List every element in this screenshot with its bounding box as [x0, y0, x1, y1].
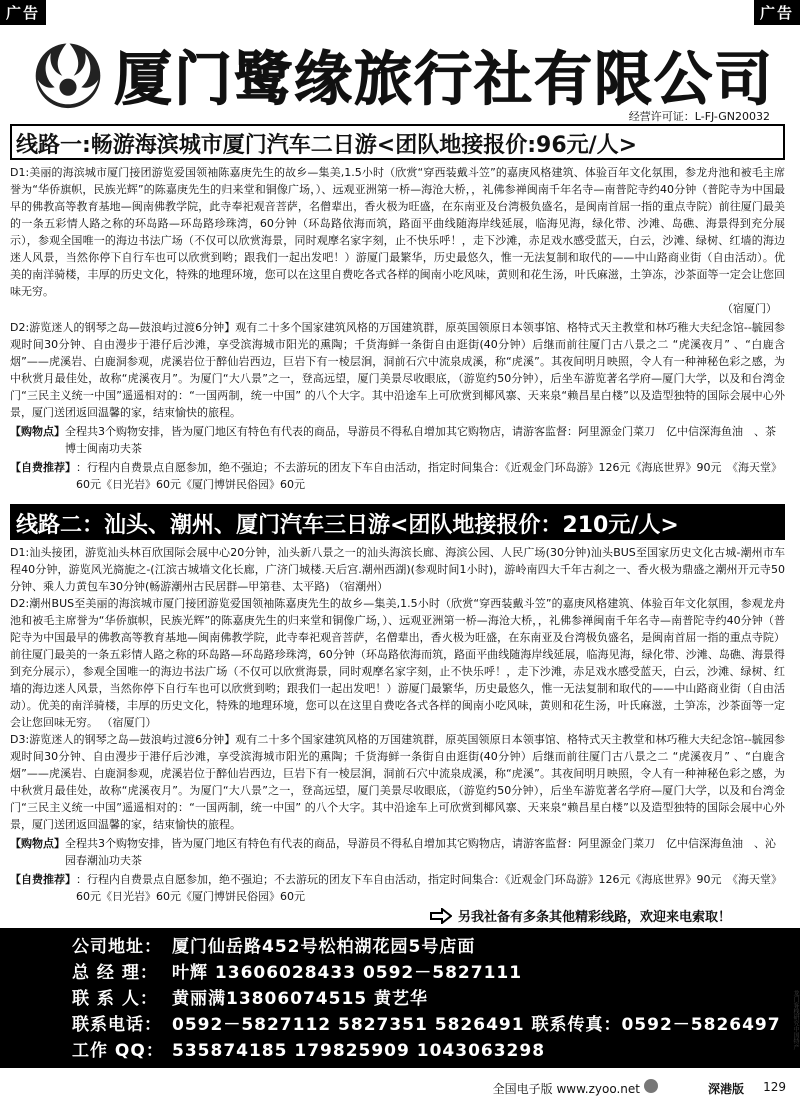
route2-day1 — [10, 544, 785, 595]
route2-optional-label: 【自费推荐】 — [10, 873, 76, 886]
company-name: 厦门鹭缘旅行社有限公司 — [114, 45, 775, 113]
arrow-right-icon — [430, 908, 452, 924]
contact-address-value: 厦门仙岳路452号松柏湖花园5号店面 — [172, 937, 476, 957]
more-routes-text: 另我社备有多条其他精彩线路，欢迎来电索取！ — [458, 910, 732, 925]
contact-person-value: 黄丽满13806074515 黄艺华 — [172, 989, 429, 1009]
page-footer — [0, 1076, 800, 1100]
contact-manager-value: 叶辉 13606028433 0592－5827111 — [172, 963, 523, 983]
route1-day1 — [10, 164, 785, 317]
contact-qq — [72, 1038, 800, 1064]
side-note: 龙门客栈研究中国特产 — [792, 990, 799, 1050]
contact-phone — [72, 1012, 800, 1038]
footer-badge-icon — [644, 1079, 658, 1093]
route1-itinerary — [10, 164, 785, 493]
contact-phone-value: 0592－5827112 5827351 5826491 联系传真：0592－5826497 — [172, 1015, 781, 1035]
ad-tag-right: 广告 — [754, 0, 800, 25]
contact-qq-label: 工作 QQ： — [72, 1041, 164, 1061]
route1-optional — [10, 459, 785, 493]
business-license: 经营许可证：L-FJ-GN20032 — [628, 110, 770, 123]
contact-manager — [72, 960, 800, 986]
route2-day2-stay: （宿厦门） — [101, 716, 157, 729]
route1-optional-text: ：行程内自费景点自愿参加，绝不强迫；不去游玩的团友下车自由活动，指定时间集合：《近观金门环岛游》126元《海底世界》90元 《海天堂》60元《日光岩》60元《厦门博饼民俗园》60元 — [76, 461, 782, 491]
route2-day2 — [10, 595, 785, 731]
route1-day2 — [10, 319, 785, 421]
route1-title-bar — [10, 124, 785, 160]
route2-day3 — [10, 731, 785, 833]
contact-panel — [0, 928, 800, 1068]
route2-day1-text: D1:汕头接团，游览汕头林百欣国际会展中心20分钟，汕头新八景之一的汕头海滨长廊、海滨公园、人民广场(30分钟)汕头BUS至国家历史文化古城-潮州市车程40分钟，游览风光旖旎之-(江滨古城墙文化长廊，广济门城楼.天后宫.潮州西湖)(参观时间1小时)，游岭南四大千年古刹之一、香火极为鼎盛之潮州开元寺50分钟、乘人力黄包车30分钟(畅游潮州古民居群—甲第巷、太平路) — [10, 546, 785, 593]
contact-qq-value: 535874185 179825909 1043063298 — [172, 1041, 546, 1061]
route1-day1-stay: （宿厦门） — [722, 302, 777, 315]
route1-shopping-label: 【购物点】 — [10, 425, 65, 438]
route1-title: 线路一:畅游海滨城市厦门汽车二日游<团队地接报价:96元/人> — [16, 133, 638, 158]
contact-manager-label: 总 经 理： — [72, 963, 158, 983]
ad-tag-left: 广告 — [0, 0, 46, 25]
route1-shopping-text: 全程共3个购物安排，皆为厦门地区有特色有代表的商品，导游员不得私自增加其它购物店，请游客监督：阿里源金门菜刀 亿中信深海鱼油 、茶博士闽南功夫茶 — [65, 425, 776, 455]
route1-shopping — [10, 423, 785, 457]
route2-itinerary — [10, 544, 785, 905]
route2-shopping-label: 【购物点】 — [10, 837, 65, 850]
footer-publication: 全国电子版 www.zyoo.net — [492, 1082, 640, 1096]
route2-shopping-text: 全程共3个购物安排，皆为厦门地区有特色有代表的商品，导游员不得私自增加其它购物店，请游客监督：阿里源金门菜刀 亿中信深海鱼油 、沁园春潮汕功夫茶 — [65, 837, 776, 867]
route2-day1-stay: （宿潮州） — [333, 580, 389, 593]
company-header — [30, 26, 780, 116]
route2-shopping — [10, 835, 785, 869]
route1-day1-text: D1:美丽的海滨城市厦门接团游览爱国领袖陈嘉庚先生的故乡—集美,1.5小时（欣赏“穿西装戴斗笠”的嘉庚风格建筑、体验百年文化氛围，参龙舟池和被毛主席誉为“华侨旗帜，民族光辉”的陈嘉庚先生的归来堂和铜像广场，）、远观亚洲第一桥—海沧大桥，，礼佛参禅闽南千年名寺—南普陀寺约40分钟（普陀寺为中国最早的佛教高等教育基地—闽南佛教学院，此寺奉祀观音菩萨，名僧辈出，香火极为旺盛，在东南亚及台湾极负盛名，是闽南首屈一指的重点寺院）前往厦门最美的一条五彩情人路之称的环岛路—环岛路珍珠湾，60分钟（环岛路依海而筑，路面平曲线随海岸线延展，临海见海，绿化带、沙滩、岛礁、海景得到充分展示），参观全国唯一的海边书法广场（不仅可以欣赏海景，同时观摩名家字刻，止不快乐呼！，走下沙滩，赤足戏水感受蓝天，白云，沙滩、绿树、红墙的海边迷人风景，当然你停下自行车也可以欣赏到哟；跟我们一起出发吧！）游厦门最繁华，历史最悠久，惟一无法复制和取代的——中山路商业街（自由活动）。优美的南洋骑楼，丰厚的历史文化，特殊的地理环境，您可以在这里自费吃各式各样的闽南小吃风味，黄则和花生汤，叶氏麻滋，土笋冻，沙茶面等一定会让您回味无穷。 — [10, 166, 785, 298]
footer-edition: 深港版 — [707, 1082, 744, 1096]
route2-title-bar — [10, 504, 785, 540]
contact-person-label: 联 系 人： — [72, 989, 158, 1009]
contact-address-label: 公司地址： — [72, 937, 162, 957]
footer-page-number: 129 — [763, 1080, 786, 1094]
route1-day2-text: D2:游览迷人的钢琴之岛—鼓浪屿过渡6分钟】观有二十多个国家建筑风格的万国建筑群，原英国领原日本领事馆、格特式天主教堂和林巧稚大夫纪念馆--毓园参观时间30分钟、自由漫步于港仔后沙滩，享受滨海城市阳光的熏陶；千货海鲜一条街自由逛街(40分钟）后继而前往厦门古八景之二 “虎溪夜月” 、“白鹿含烟”——虎溪岩、白鹿洞参观，虎溪岩位于醉仙岩西边，巨岩下有一棱层涧，洞前石穴中流泉成溪，称“虎溪”。其夜间明月映照，令人有一种神秘色彩之感，为中秋赏月最佳处，故称“虎溪夜月”。为厦门“大八景”之一，登高远望，厦门美景尽收眼底，（游览约50分钟），后坐车游览著名学府—厦门大学，以及和台湾金门“三民主义统一中国”遥遥相对的：“一国两制，统一中国” 的八个大字。其中沿途车上可欣赏到椰风寨、天来泉“赖昌星白楼”以及造型独特的国际会展中心外景，厦门送团返回温馨的家，结束愉快的旅程。 — [10, 321, 785, 419]
route1-optional-label: 【自费推荐】 — [10, 461, 76, 474]
route2-optional-text: ：行程内自费景点自愿参加，绝不强迫；不去游玩的团友下车自由活动，指定时间集合：《近观金门环岛游》126元《海底世界》90元 《海天堂》60元《日光岩》60元《厦门博饼民俗园》60元 — [76, 873, 782, 903]
contact-phone-label: 联系电话： — [72, 1015, 162, 1035]
company-logo-icon — [30, 34, 106, 110]
route2-optional — [10, 871, 785, 905]
contact-person — [72, 986, 800, 1012]
route2-title: 线路二：汕头、潮州、厦门汽车三日游<团队地接报价：210元/人> — [16, 513, 679, 538]
route2-day2-text: D2:潮州BUS至美丽的海滨城市厦门接团游览爱国领袖陈嘉庚先生的故乡—集美,1.5小时（欣赏“穿西装戴斗笠”的嘉庚风格建筑、体验百年文化氛围，参观龙舟池和被毛主席誉为“华侨旗帜，民族光辉”的陈嘉庚先生的归来堂和铜像广场，）、远观亚洲第一桥—海沧大桥，，礼佛参禅闽南千年名寺—南普陀寺约40分钟（普陀寺为中国最早的佛教高等教育基地—闽南佛教学院，此寺奉祀观音菩萨，名僧辈出，香火极为旺盛，在东南亚及台湾极负盛名，是闽南首屈一指的重点寺院）前往厦门最美的一条五彩情人路之称的环岛路—环岛路珍珠湾，60分钟（环岛路依海而筑，路面平曲线随海岸线延展，临海见海，绿化带、沙滩、岛礁、海景得到充分展示），参观全国唯一的海边书法广场（不仅可以欣赏海景，同时观摩名家字刻，止不快乐呼！，走下沙滩，赤足戏水感受蓝天，白云，沙滩、绿树、红墙的海边迷人风景，当然你停下自行车也可以欣赏到哟；跟我们一起出发吧！）游厦门最繁华，历史最悠久，惟一无法复制和取代的——中山路商业街（自由活动）。优美的南洋骑楼，丰厚的历史文化，特殊的地理环境，您可以在这里自费吃各式各样的闽南小吃风味，黄则和花生汤，叶氏麻滋，土笋冻，沙茶面等一定会让您回味无穷。 — [10, 597, 785, 729]
contact-address — [72, 934, 800, 960]
route2-day3-text: D3:游览迷人的钢琴之岛—鼓浪屿过渡6分钟】观有二十多个国家建筑风格的万国建筑群，原英国领原日本领事馆、格特式天主教堂和林巧稚大夫纪念馆--毓园参观时间30分钟、自由漫步于港仔后沙滩，享受滨海城市阳光的熏陶；千货海鲜一条街自由逛街(40分钟）后继而前往厦门古八景之二 “虎溪夜月” 、“白鹿含烟”——虎溪岩、白鹿洞参观，虎溪岩位于醉仙岩西边，巨岩下有一棱层涧，洞前石穴中流泉成溪，称“虎溪”。其夜间明月映照，令人有一种神秘色彩之感，为中秋赏月最佳处，故称“虎溪夜月”。为厦门“大八景”之一，登高远望，厦门美景尽收眼底，（游览约50分钟），后坐车游览著名学府—厦门大学，以及和台湾金门“三民主义统一中国”遥遥相对的：“一国两制，统一中国” 的八个大字。其中沿途车上可欣赏到椰风寨、天来泉“赖昌星白楼”以及造型独特的国际会展中心外景，厦门送团返回温馨的家，结束愉快的旅程。 — [10, 733, 785, 831]
more-routes-note — [430, 906, 731, 925]
